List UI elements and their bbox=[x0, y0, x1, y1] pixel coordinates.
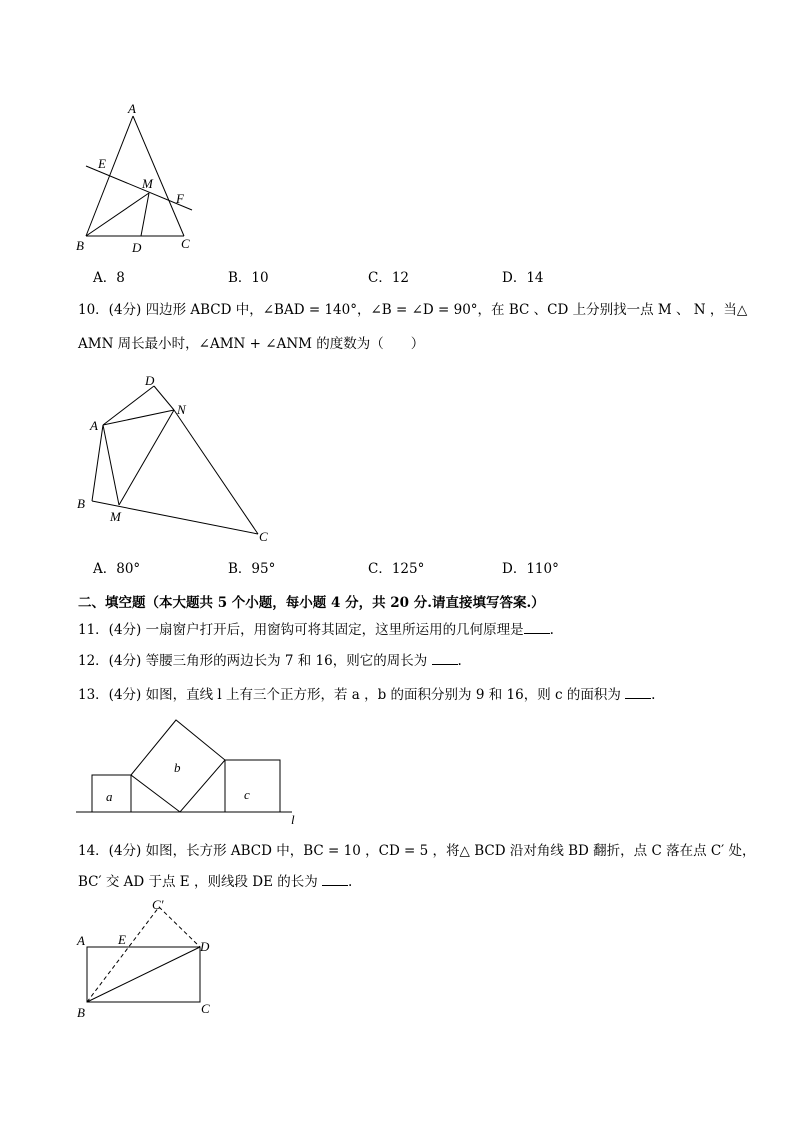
label-C: C bbox=[181, 236, 190, 251]
q12-end: . bbox=[457, 653, 462, 669]
label-l: l bbox=[291, 812, 295, 827]
label-B: B bbox=[76, 238, 84, 253]
q10-option-a: A．80° bbox=[93, 561, 141, 577]
q14-line2-end: . bbox=[348, 874, 353, 890]
label-D: D bbox=[132, 240, 142, 255]
label-C: C bbox=[201, 1001, 210, 1016]
answer-blank bbox=[524, 621, 550, 634]
q14-line2-text: BC′ 交 AD 于点 E ，则线段 DE 的长为 bbox=[78, 874, 323, 890]
q13 bbox=[78, 686, 655, 704]
label-A: A bbox=[90, 418, 98, 433]
q10-option-c: C．125° bbox=[368, 561, 425, 577]
q11-end: . bbox=[549, 622, 554, 638]
label-B: B bbox=[77, 496, 85, 511]
q11-text: 11．(4分) 一扇窗户打开后，用窗钩可将其固定，这里所运用的几何原理是 bbox=[78, 622, 524, 638]
figure-q9 bbox=[70, 100, 210, 260]
label-D: D bbox=[200, 939, 210, 954]
label-B: B bbox=[77, 1005, 85, 1020]
section-heading: 二、填空题（本大题共 5 个小题，每小题 4 分，共 20 分.请直接填写答案.） bbox=[78, 595, 545, 611]
label-E: E bbox=[98, 156, 106, 171]
q9-option-b: B．10 bbox=[228, 270, 269, 286]
label-E: E bbox=[118, 932, 126, 947]
q9-option-d: D．14 bbox=[502, 270, 544, 286]
label-A: A bbox=[77, 933, 85, 948]
label-M: M bbox=[110, 509, 121, 524]
figure-q10 bbox=[72, 370, 282, 550]
q14-line1: 14．(4分) 如图，长方形 ABCD 中，BC = 10 ，CD = 5 ，将△ BCD 沿对角线 BD 翻折，点 C 落在点 C′ 处， bbox=[78, 843, 756, 859]
label-c: c bbox=[244, 787, 250, 802]
q14-line2 bbox=[78, 873, 352, 891]
q12-text: 12．(4分) 等腰三角形的两边长为 7 和 16，则它的周长为 bbox=[78, 653, 432, 669]
q10-line2: AMN 周长最小时，∠AMN + ∠ANM 的度数为（ ） bbox=[78, 336, 425, 352]
q13-end: . bbox=[651, 687, 656, 703]
label-a: a bbox=[106, 789, 113, 804]
figure-q13 bbox=[70, 712, 310, 827]
figure-q14 bbox=[72, 895, 222, 1025]
label-A: A bbox=[128, 101, 136, 116]
q10-line1: 10．(4分) 四边形 ABCD 中，∠BAD = 140°，∠B = ∠D = 90°，在 BC 、CD 上分别找一点 M 、 N ，当△ bbox=[78, 302, 748, 318]
label-M: M bbox=[142, 176, 153, 191]
q9-option-c: C．12 bbox=[368, 270, 410, 286]
q11 bbox=[78, 621, 554, 639]
answer-blank bbox=[625, 686, 651, 699]
q13-text: 13．(4分) 如图，直线 l 上有三个正方形，若 a ，b 的面积分别为 9 和 16，则 c 的面积为 bbox=[78, 687, 626, 703]
q12 bbox=[78, 652, 462, 670]
answer-blank bbox=[432, 652, 458, 665]
answer-blank bbox=[322, 873, 348, 886]
label-D: D bbox=[145, 373, 155, 388]
label-b: b bbox=[174, 760, 181, 775]
label-N: N bbox=[177, 402, 186, 417]
label-C-prime: C′ bbox=[152, 897, 164, 912]
q10-option-d: D．110° bbox=[502, 561, 559, 577]
label-C: C bbox=[259, 529, 268, 544]
q9-option-a: A．8 bbox=[93, 270, 125, 286]
q10-option-b: B．95° bbox=[228, 561, 276, 577]
label-F: F bbox=[176, 191, 184, 206]
